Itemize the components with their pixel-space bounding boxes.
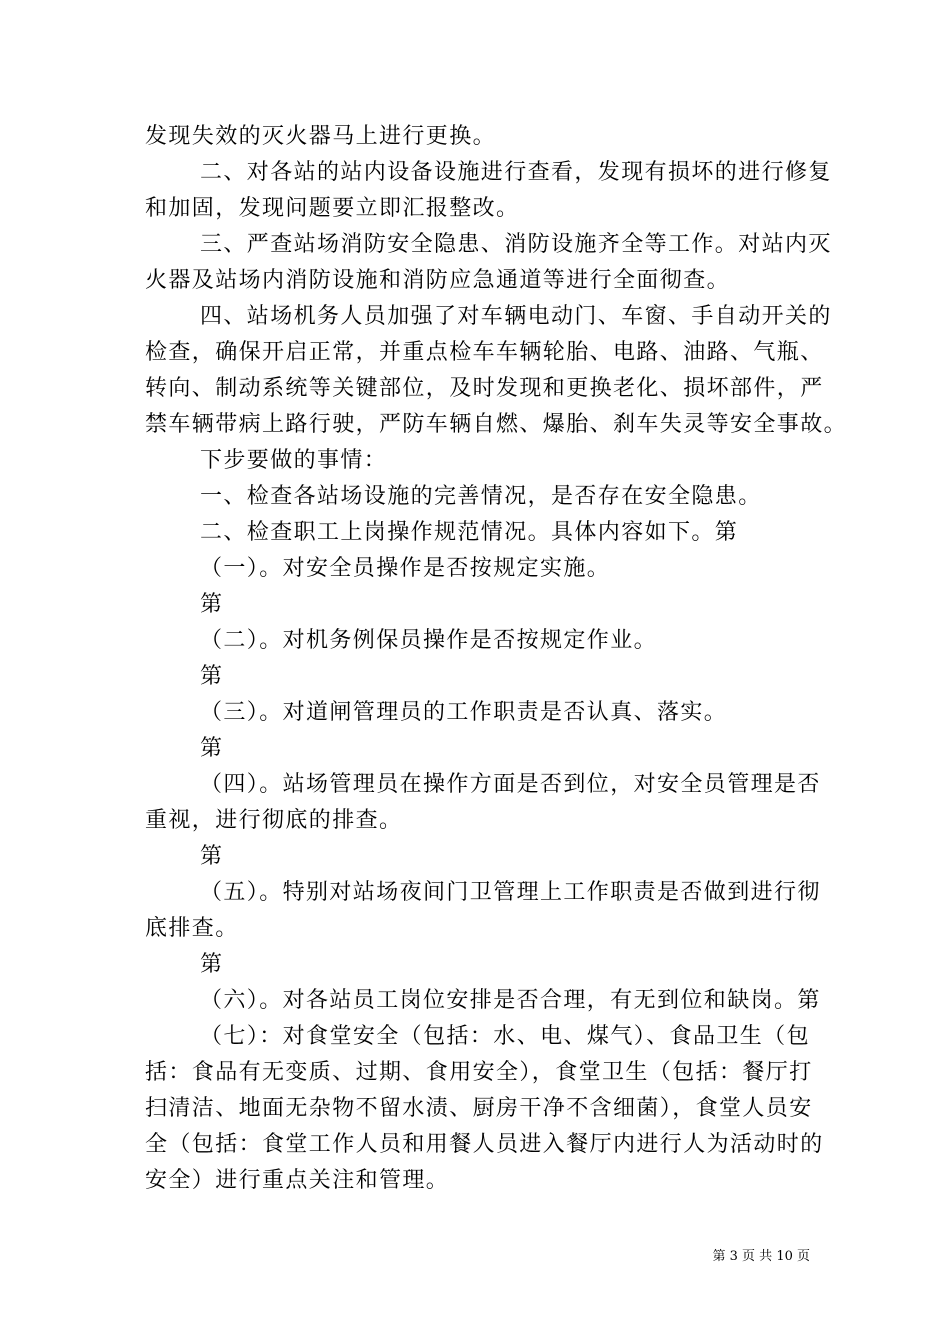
paragraph-line: （二）。对机务例保员操作是否按规定作业。 (200, 628, 658, 653)
page-number-footer: 第 3 页 共 10 页 (712, 1249, 810, 1264)
paragraph-line: 二、对各站的站内设备设施进行查看，发现有损坏的进行修复 (200, 160, 832, 185)
paragraph-line: 下步要做的事情： (200, 448, 388, 473)
paragraph-line: 禁车辆带病上路行驶，严防车辆自燃、爆胎、刹车失灵等安全事故。 (145, 412, 848, 437)
paragraph-line: 第 (200, 952, 224, 977)
paragraph-line: 第 (200, 844, 224, 869)
paragraph-line: （七）：对食堂安全（包括：水、电、煤气）、食品卫生（包 (200, 1024, 810, 1049)
paragraph-line: （四）。站场管理员在操作方面是否到位，对安全员管理是否 (200, 772, 821, 797)
paragraph-line: 一、检查各站场设施的完善情况，是否存在安全隐患。 (200, 484, 762, 509)
paragraph-line: 安全）进行重点关注和管理。 (145, 1168, 450, 1193)
paragraph-line: （五）。特别对站场夜间门卫管理上工作职责是否做到进行彻 (200, 880, 821, 905)
paragraph-line: 火器及站场内消防设施和消防应急通道等进行全面彻查。 (145, 268, 731, 293)
paragraph-line: 四、站场机务人员加强了对车辆电动门、车窗、手自动开关的 (200, 304, 832, 329)
paragraph-line: （三）。对道闸管理员的工作职责是否认真、落实。 (200, 700, 728, 725)
paragraph-line: 和加固，发现问题要立即汇报整改。 (145, 196, 520, 221)
paragraph-line: 第 (200, 736, 224, 761)
paragraph-line: 重视，进行彻底的排查。 (145, 808, 403, 833)
paragraph-line: 转向、制动系统等关键部位，及时发现和更换老化、损坏部件，严 (145, 376, 824, 401)
paragraph-line: 第 (200, 664, 224, 689)
paragraph-line: 底排查。 (145, 916, 239, 941)
paragraph-line: 检查，确保开启正常，并重点检车车辆轮胎、电路、油路、气瓶、 (145, 340, 824, 365)
paragraph-line: （六）。对各站员工岗位安排是否合理，有无到位和缺岗。第 (200, 988, 821, 1013)
paragraph-line: 全（包括：食堂工作人员和用餐人员进入餐厅内进行人为活动时的 (145, 1132, 824, 1157)
paragraph-line: 括：食品有无变质、过期、食用安全），食堂卫生（包括：餐厅打 (145, 1060, 813, 1085)
paragraph-line: 第 (200, 592, 224, 617)
paragraph-line: 二、检查职工上岗操作规范情况。具体内容如下。第 (200, 520, 739, 545)
paragraph-line: 三、严查站场消防安全隐患、消防设施齐全等工作。对站内灭 (200, 232, 832, 257)
paragraph-line: 扫清洁、地面无杂物不留水渍、厨房干净不含细菌），食堂人员安 (145, 1096, 813, 1121)
paragraph-line: 发现失效的灭火器马上进行更换。 (145, 124, 497, 149)
paragraph-line: （一）。对安全员操作是否按规定实施。 (200, 556, 611, 581)
